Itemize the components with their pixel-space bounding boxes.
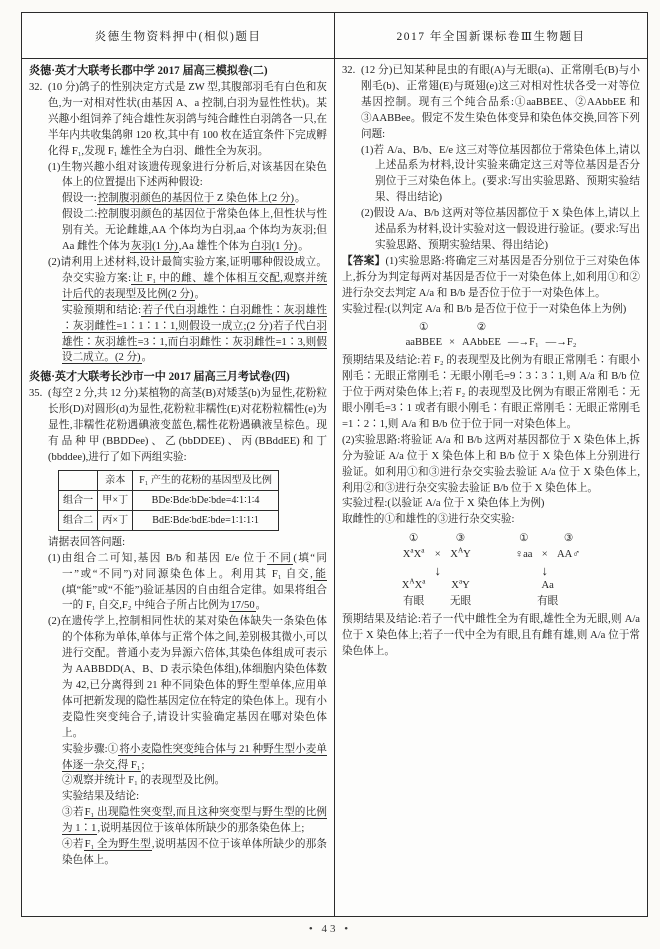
q35-sub2: (2)在遗传学上,控制相同性状的某对染色体缺失一条染色体的个体称为单体,单体与正常个体之间,差别极其微小,可以进行交配。普通小麦为异源六倍体,其染色体组成可表示为 AABBDD(A、B、D 表示染色体组),体细胞内染色体数为 42,已分离得到 21 种不同染色体的野生型单体,应用单体可把新发现的隐性基因定位在特定的染色体上。现有小麦隐性突变纯合子,请设计实验确定基因在哪对染色体上。 [48,616,327,739]
cross-diagram-1 [342,320,640,352]
cross-symbol: × [541,549,548,561]
q35-steps-1: 实验步骤:①将小麦隐性突变纯合体与 21 种野生型小麦单体逐一杂交,得 F₁; [62,743,327,771]
q32-sub1: (1)生物兴趣小组对该遗传现象进行分析后,对该基因在染色体上的位置提出下述两种假设: [48,161,327,189]
table-header-row [59,470,279,490]
table-cell: 甲×丁 [98,490,133,510]
question-number: 32. [29,82,43,93]
right-column [335,59,647,916]
arrow-to-f2: —→F₂ [545,337,577,349]
table-row [59,510,279,530]
answer-p4: (2)实验思路:将验证 A/a 和 B/b 这两对基因都位于 X 染色体上,拆分为验证 A/a 位于 X 染色体上和 B/b 位于 X 染色体上分别进行验证。如利用①和③进行杂交实验去验证 A/a 位于 X 染色体上,利用②和③进行杂交实验去验证 B/b 位于 X 染色体上。 [342,434,640,494]
answer-block [342,254,640,660]
q32-hypothesis-2: 假设二:控制腹羽颜色的基因位于常染色体上,但性状与性别有关。无论雌雄,AA 个体均为白羽,aa 个体均为灰羽;但 Aa 雌性个体为灰羽(1 分),Aa 雄性个体为白羽(1 分)。 [62,209,327,253]
q35-sub1: (1)由组合二可知,基因 B/b 和基因 E/e 位于不同(填“同一”或“不同”)对同源染色体上。利用其 F₁ 自交,能(填“能”或“不能”)验证基因的自由组合定律。如果将组合一的 F₁ 自交,F₂ 中纯合子所占比例为17/50。 [48,552,327,612]
question-32-original [342,63,640,254]
page-frame [21,12,648,917]
offspring2-genotype: $X^aY$ [451,577,470,592]
q35-intro: (每空 2 分,共 12 分)某植物的高茎(B)对矮茎(b)为显性,花粉粒长形(D)对圆形(d)为显性,花粉粒非糯性(E)对花粉粒糯性(e)为显性,非糯性花粉遇碘液变蓝色,糯性花粉遇碘液呈棕色。现有品种甲(BBDDee)、乙(bbDDEE)、丙(BBddEE)和丁(bbddee),进行了如下两组实验: [48,388,327,463]
parent2-label: ② [476,321,487,333]
q35-steps-2: ②观察并统计 F₁ 的表现型及比例。 [62,775,226,787]
q32-hypothesis-1: 假设一:控制腹羽颜色的基因位于 Z 染色体上(2 分)。 [62,193,306,205]
question-number: 35. [29,388,43,400]
table-cell: BDe∶Bde∶bDe∶bde=4∶1∶1∶4 [133,490,279,510]
question-number: 32. [342,65,356,76]
down-arrow-icon: ↓ [541,563,548,579]
table-cell [59,470,98,490]
arrow-to-f1: —→F₁ [507,337,539,349]
header-row [22,13,647,59]
r32-sub1: (1)若 A/a、B/b、E/e 这三对等位基因都位于常染色体上,请以上述品系为材料,设计实验来确定这三对等位基因是否分别位于三对染色体上。(要求:写出实验思路、预期实验结果、得出结论) [361,144,640,204]
page-number: • 43 • [308,923,352,935]
parent1-genotype: ♀aa [515,549,533,561]
header-right-cell: 2017 年全国新课标卷Ⅲ生物题目 [396,30,586,43]
two-column-body [22,59,647,916]
left-column [22,59,335,916]
cross-diagram-2 [342,531,640,610]
x-linked-cross [402,531,471,610]
answer-p7: 预期结果及结论:若子一代中雌性全为有眼,雄性全为无眼,则 A/a 位于 X 染色体上;若子一代中全为有眼,且有雌有雄,则 A/a 位于常染色体上。 [342,613,640,657]
table-cell: 亲本 [98,470,133,490]
parent1-genotype: $X^aX^a$ [402,546,425,561]
r32-intro: (12 分)已知某种昆虫的有眼(A)与无眼(a)、正常刚毛(B)与小刚毛(b)、正常翅(E)与斑翅(e)这三对相对性状各受一对等位基因控制。现有三个纯合品系:①aaBBEE、②AAbbEE 和③AABBee。假定不发生染色体变异和染色体交换,回答下列问题: [361,65,640,140]
answer-p6: 取雌性的①和雄性的③进行杂交实验: [342,514,515,526]
q32-expectation: 实验预期和结论:若子代白羽雄性∶白羽雌性∶灰羽雄性∶灰羽雌性=1∶1∶1∶1,则假设一成立;(2 分)若子代白羽雄性∶灰羽雄性=3∶1,而白羽雌性∶灰羽雌性=1∶3,则假设二成立。(2 分)。 [62,304,328,364]
section2-title: 炎德·英才大联考长沙市一中 2017 届高三月考试卷(四) [29,371,290,384]
parent2-genotype: $X^AY$ [450,546,471,561]
table-cell: 丙×丁 [98,510,133,530]
section1-title: 炎德·英才大联考长郡中学 2017 届高三模拟卷(二) [29,65,268,77]
question-35 [29,386,327,869]
r32-sub2: (2)假设 A/a、B/b 这两对等位基因都位于 X 染色体上,请以上述品系为材料,设计实验对这一假设进行验证。(要求:写出实验思路、预期实验结果、得出结论) [361,208,640,251]
q32-intro: (10 分)鸽子的性别决定方式是 ZW 型,其腹部羽毛有白色和灰色,为一对相对性状(由基因 A、a 控制,白羽为显性性状)。某兴趣小组饲养了纯合雄性灰羽鸽与纯合雌性白羽鸽各一只,在半年内共收集鸽卵 120 枚,其中有 100 枚在适宜条件下完成孵化得 F₁,发现 F₁ 雄性全为白羽、雌性全为灰羽。 [48,82,327,157]
answer-p3: 预期结果及结论:若 F₂ 的表现型及比例为有眼正常刚毛∶有眼小刚毛∶无眼正常刚毛∶无眼小刚毛=9∶3∶3∶1,则 A/a 和 B/b 位于位于两对染色体上;若 F₂ 的表现型及比例为有眼正常刚毛∶无眼小刚毛=3∶1 或者有眼小刚毛∶有眼正常刚毛∶无眼正常刚毛=1∶2∶1,则 A/a 和 B/b 位于位于同一对染色体上。 [342,355,640,430]
down-arrow-icon: ↓ [434,563,441,579]
parent2-genotype: AAbbEE [462,337,501,349]
table-cell: 组合二 [59,510,98,530]
answer-p2: 实验过程:(以判定 A/a 和 B/b 是否位于位于一对染色体上为例) [342,303,627,315]
q32-sub2: (2)请利用上述材料,设计最简实验方案,证明哪种假设成立。杂交实验方案:让 F₁ 中的雌、雄个体相互交配,观察并统计后代的表现型及比例(2 分)。 [48,256,327,300]
answer-p5: 实验过程:(以验证 A/a 位于 X 染色体上为例) [342,498,545,510]
table-row [59,490,279,510]
answer-p1: 【答案】(1)实验思路:将确定三对基因是否分别位于三对染色体上,拆分为判定每两对基因是否位于一对染色体上,如利用①和②进行杂交去判定 A/a 和 B/b 是否位于位于一对染色体上。 [342,255,640,299]
q35-result-3: ③若F₁ 出现隐性突变型,而且这种突变型与野生型的比例为 1∶1,说明基因位于该单体所缺少的那条染色体上; [62,807,328,835]
autosomal-cross [515,531,580,610]
q35-results-heading: 实验结果及结论: [62,791,140,803]
parent1-label: ① [408,533,419,545]
parent1-label: ① [519,533,529,545]
combination-table [58,470,279,531]
cross-symbol: × [434,549,441,561]
offspring1-phenotype: 有眼 [403,596,425,607]
parent2-label: ③ [455,533,466,545]
parent1-label: ① [419,321,429,333]
q35-result-4: ④若F₁ 全为野生型,说明基因不位于该单体所缺少的那条染色体上。 [62,839,328,866]
offspring-genotype: Aa [541,580,554,592]
offspring2-phenotype: 无眼 [449,596,472,607]
question-32-similar [29,80,327,366]
table-cell: F₁ 产生的花粉的基因型及比例 [133,470,279,490]
offspring1-genotype: $X^AX^a$ [401,577,426,592]
parent2-label: ③ [563,533,574,545]
table-cell: 组合一 [59,490,98,510]
table-cell: BdE∶Bde∶bdE∶bde=1∶1∶1∶1 [133,510,279,530]
cross-symbol: × [449,337,456,349]
q35-prompt: 请据表回答问题: [48,536,126,548]
offspring-phenotype: 有眼 [537,596,559,607]
header-left-cell: 炎德生物资料押中(相似)题目 [22,13,335,58]
parent2-genotype: AA♂ [557,549,581,561]
parent1-genotype: aaBBEE [405,337,443,349]
